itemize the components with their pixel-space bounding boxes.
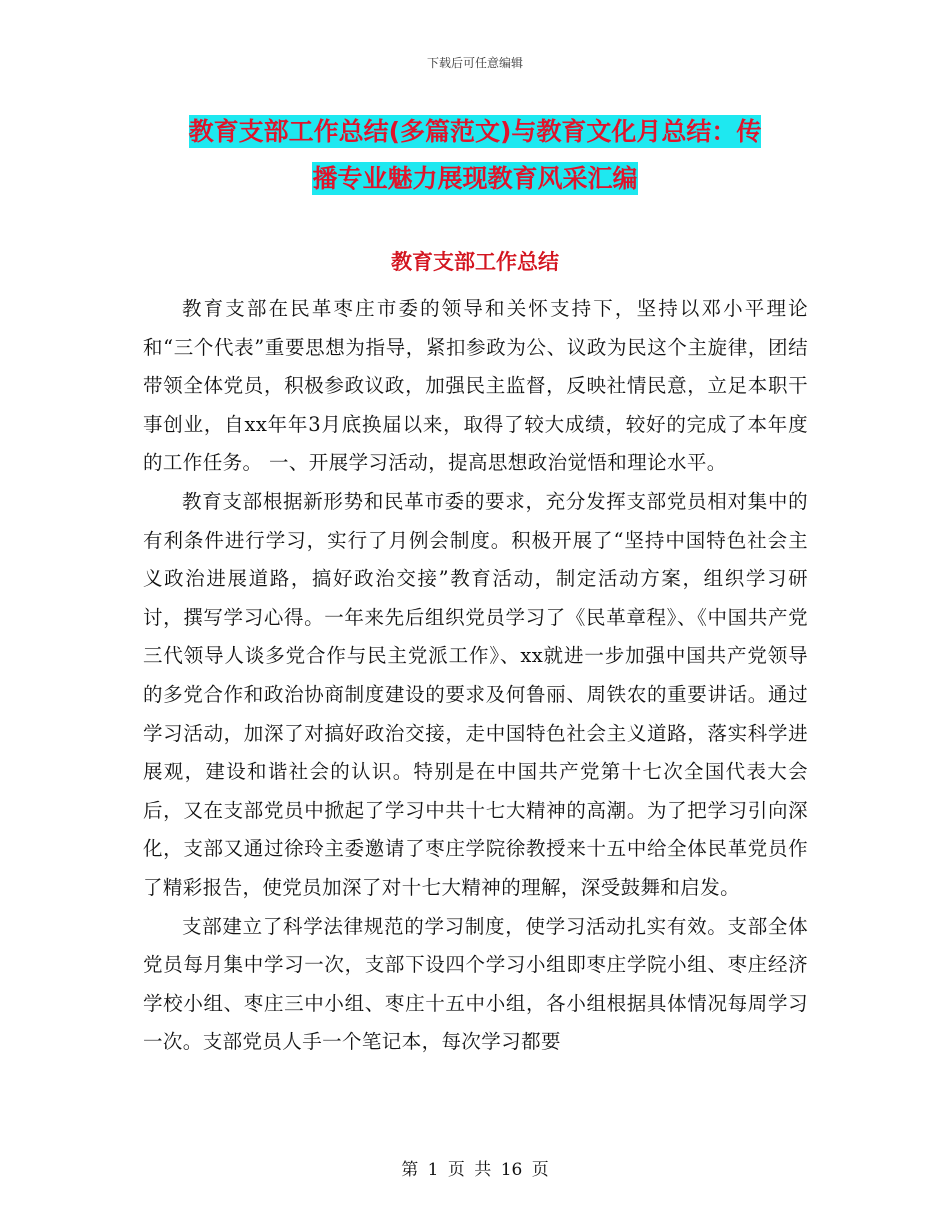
- title-line-2: 播专业魅力展现教育风采汇编: [312, 164, 638, 193]
- body-text: [143, 290, 808, 1062]
- section-title: 教育支部工作总结: [391, 250, 559, 274]
- paragraph-2: 教育支部根据新形势和民革市委的要求，充分发挥支部党员相对集中的有利条件进行学习，实行了月例会制度。积极开展了“坚持中国特色社会主义政治进展道路，搞好政治交接”教育活动，制定活动方案，组织学习研讨，撰写学习心得。一年来先后组织党员学习了《民革章程》、《中国共产党三代领导人谈多党合作与民主党派工作》、xx就进一步加强中国共产党领导的多党合作和政治协商制度建设的要求及何鲁丽、周铁农的重要讲话。通过学习活动，加深了对搞好政治交接，走中国特色社会主义道路，落实科学进展观，建设和谐社会的认识。特别是在中国共产党第十七次全国代表大会后，又在支部党员中掀起了学习中共十七大精神的高潮。为了把学习引向深化，支部又通过徐玲主委邀请了枣庄学院徐教授来十五中给全体民革党员作了精彩报告，使党员加深了对十七大精神的理解，深受鼓舞和启发。: [143, 489, 808, 899]
- document-title: [140, 108, 810, 202]
- paragraph-3: 支部建立了科学法律规范的学习制度，使学习活动扎实有效。支部全体党员每月集中学习一次，支部下设四个学习小组即枣庄学院小组、枣庄经济学校小组、枣庄三中小组、枣庄十五中小组，各小组根据具体情况每周学习一次。支部党员人手一个笔记本，每次学习都要: [143, 914, 808, 1054]
- header-note: 下载后可任意编辑: [426, 56, 523, 70]
- paragraph-1: 教育支部在民革枣庄市委的领导和关怀支持下，坚持以邓小平理论和“三个代表”重要思想为指导，紧扣参政为公、议政为民这个主旋律，团结带领全体党员，积极参政议政，加强民主监督，反映社情民意，立足本职干事创业，自xx年年3月底换届以来，取得了较大成绩，较好的完成了本年度的工作任务。 一、开展学习活动，提高思想政治觉悟和理论水平。: [143, 297, 808, 475]
- page-footer: 第 1 页 共 16 页: [401, 1160, 549, 1180]
- title-line-1: 教育支部工作总结(多篇范文)与教育文化月总结：传: [188, 117, 762, 146]
